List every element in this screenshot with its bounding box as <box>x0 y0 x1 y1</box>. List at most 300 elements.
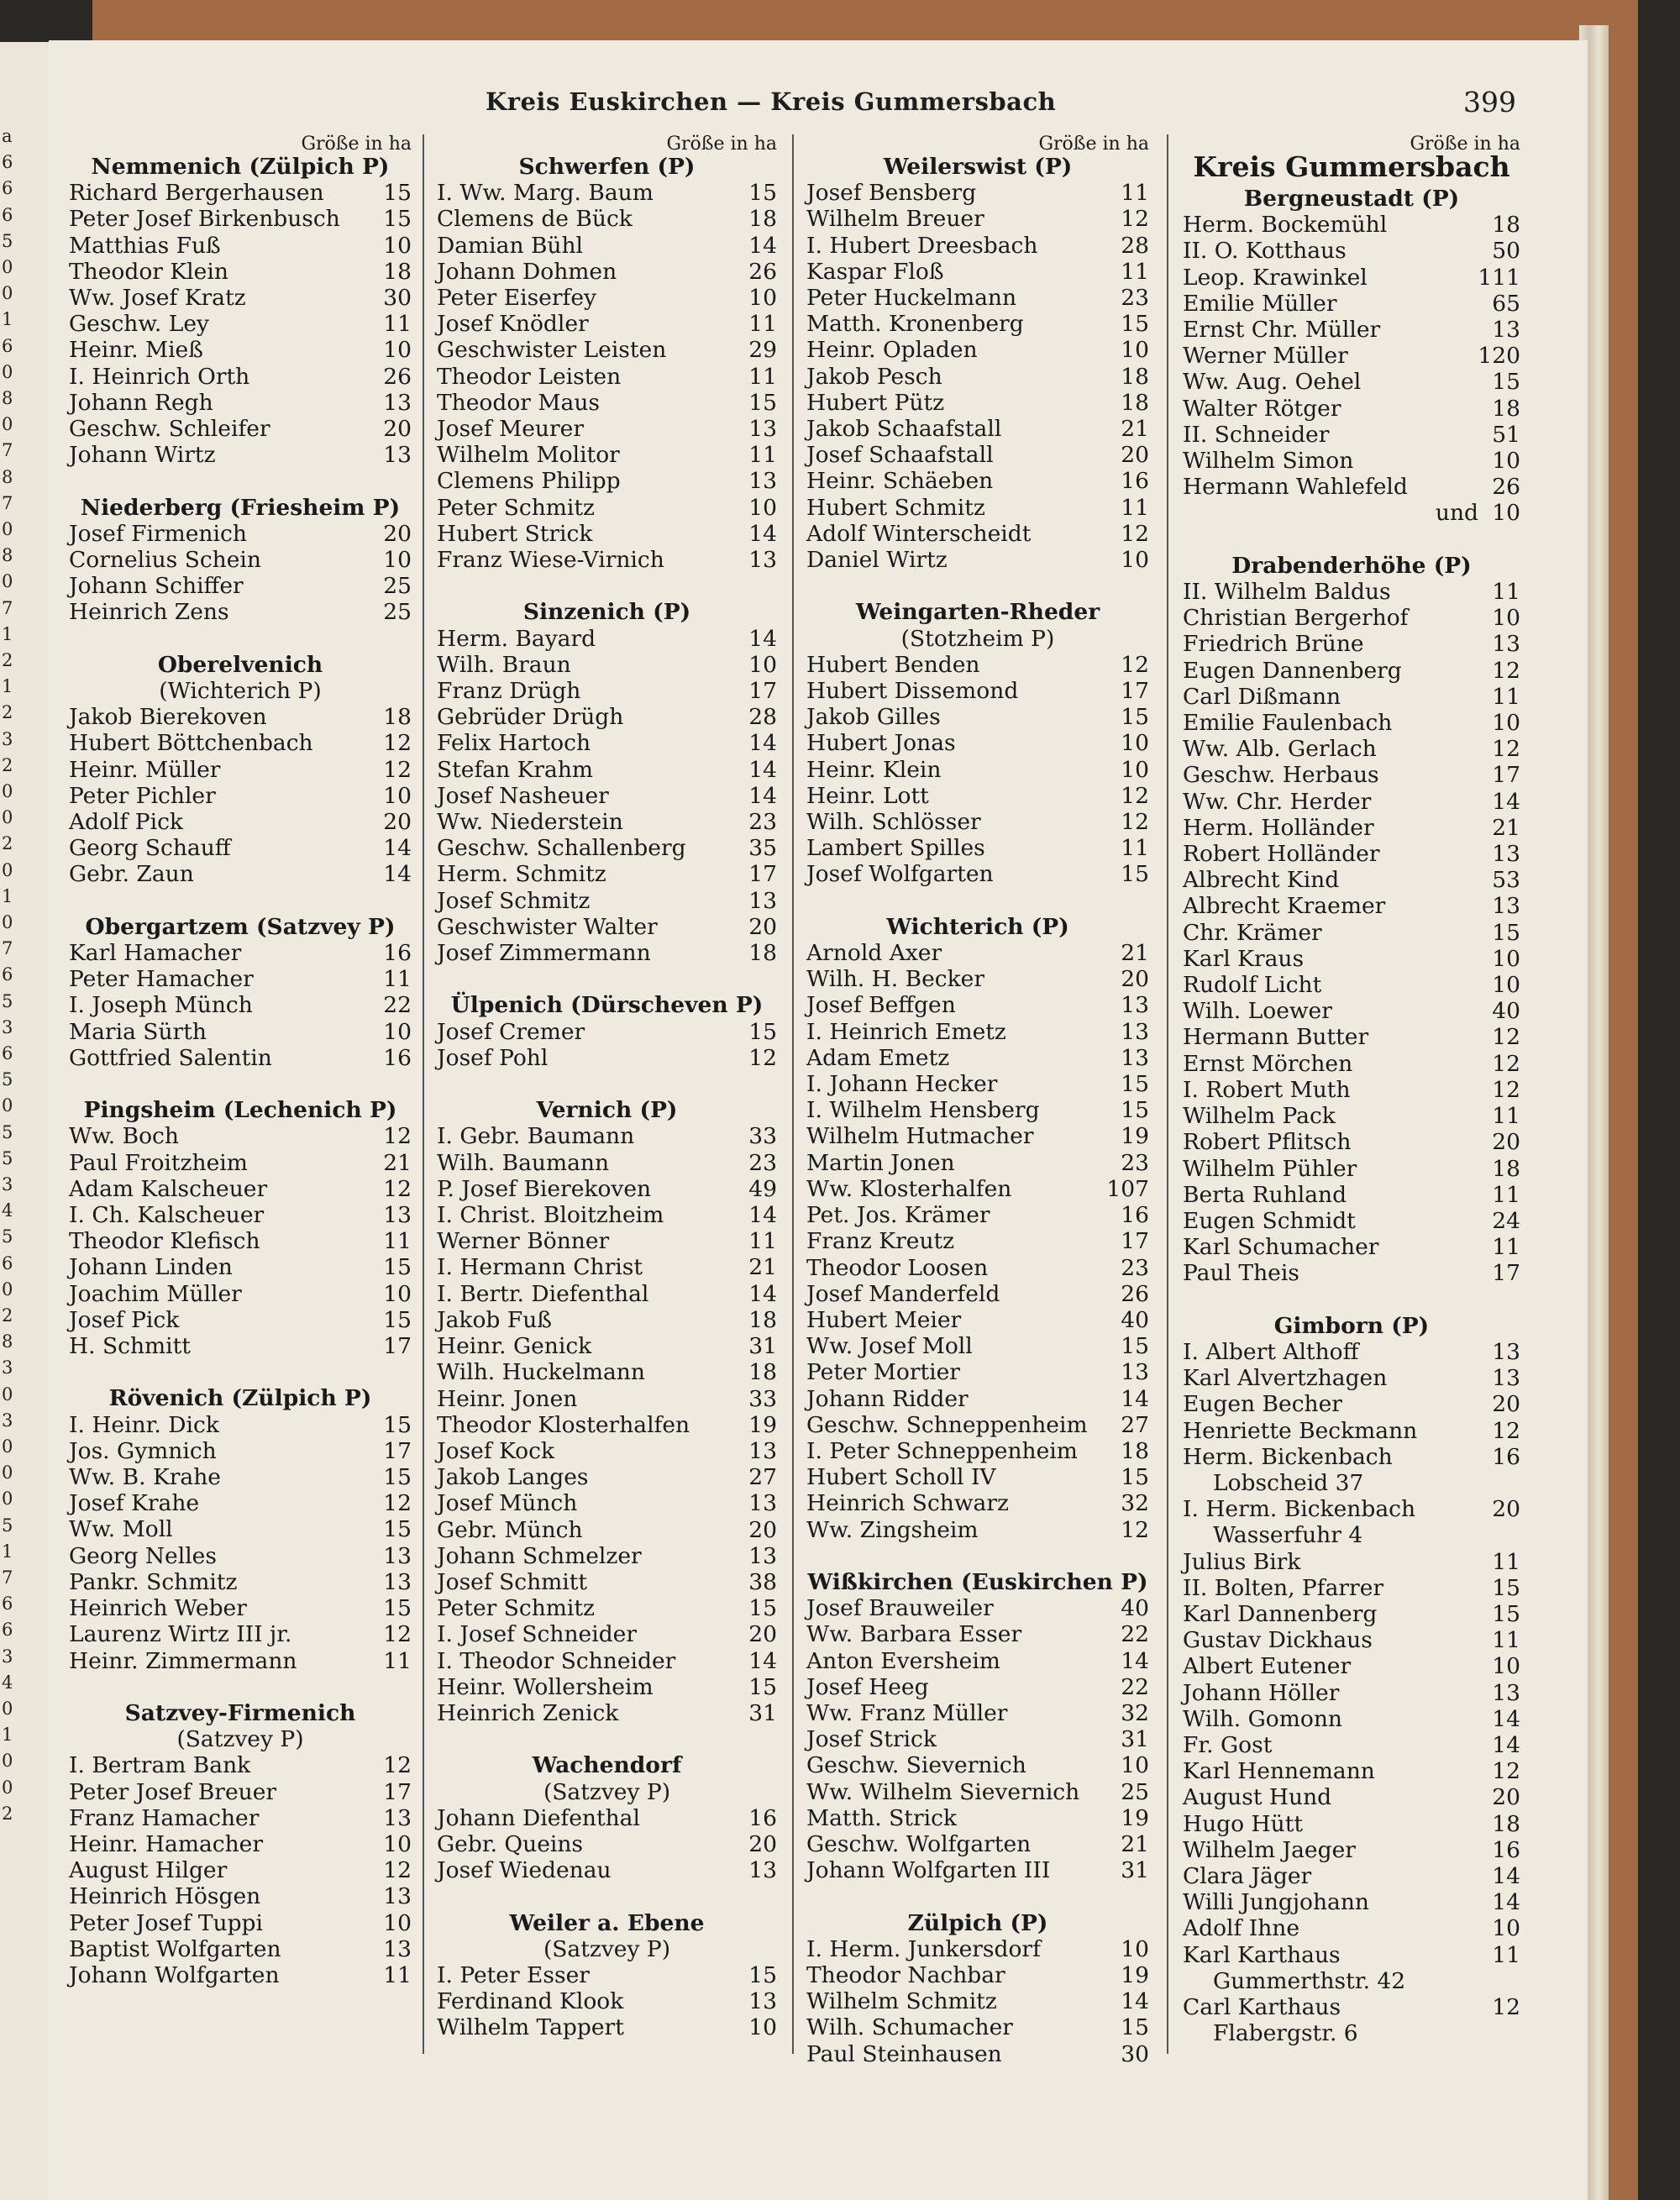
area-ha: 15 <box>748 1961 777 1988</box>
section-title: Pingsheim (Lechenich P) <box>83 1097 397 1124</box>
owner-name: Peter Josef Birkenbusch <box>69 206 340 233</box>
column-2 <box>437 128 777 2041</box>
owner-name: Geschwister Leisten <box>437 337 667 364</box>
owner-name: I. Ch. Kalscheuer <box>69 1202 265 1229</box>
area-ha: 27 <box>1121 1411 1149 1438</box>
entry-row <box>437 468 777 494</box>
area-ha: 16 <box>1121 1202 1149 1229</box>
area-ha: 14 <box>1492 1862 1520 1889</box>
margin-digit: 5 <box>2 1121 13 1142</box>
entry-row <box>806 1490 1149 1516</box>
owner-name: I. Hubert Dreesbach <box>806 232 1038 259</box>
entry-row <box>1183 1077 1520 1103</box>
area-ha: 13 <box>748 1490 777 1517</box>
owner-name: Josef Krahe <box>69 1490 200 1517</box>
entry-row <box>806 783 1149 809</box>
entry-row <box>806 259 1149 285</box>
owner-name: Matth. Strick <box>806 1804 957 1831</box>
area-ha: 12 <box>383 1857 412 1884</box>
owner-name: Johann Diefenthal <box>437 1804 640 1831</box>
owner-name: Ferdinand Klook <box>437 1988 624 2015</box>
entry-row <box>806 1857 1149 1883</box>
entry-row <box>806 1359 1149 1385</box>
margin-digit: 0 <box>2 781 13 801</box>
section-title: Zülpich (P) <box>907 1909 1048 1936</box>
margin-digit: 2 <box>2 754 13 775</box>
entry-row <box>806 992 1149 1018</box>
entry-row <box>1183 789 1520 815</box>
owner-name: Clemens de Bück <box>437 206 633 233</box>
owner-name: Johann Wolfgarten III <box>806 1857 1051 1884</box>
margin-digit: 0 <box>2 1751 13 1772</box>
area-ha: 13 <box>1492 893 1520 920</box>
margin-digit: 0 <box>2 519 13 539</box>
entry-row <box>806 1281 1149 1307</box>
owner-name: I. Heinr. Dick <box>69 1411 219 1438</box>
section-title: Obergartzem (Satzvey P) <box>85 913 396 940</box>
area-ha: 53 <box>1492 867 1520 894</box>
owner-name: Paul Froitzheim <box>69 1149 248 1176</box>
area-ha: 65 <box>1492 290 1520 317</box>
area-ha: 13 <box>383 442 412 469</box>
owner-name: Pankr. Schmitz <box>69 1568 238 1595</box>
owner-name: Friedrich Brüne <box>1183 631 1364 658</box>
entry-row <box>69 1333 412 1359</box>
owner-name: I. Heinrich Orth <box>69 363 250 390</box>
owner-name: Willi Jungjohann <box>1183 1889 1369 1916</box>
area-ha: 13 <box>1121 1359 1149 1386</box>
owner-name: Heinr. Jonen <box>437 1385 578 1412</box>
area-ha: 11 <box>1492 1103 1520 1130</box>
entry-row <box>1183 736 1520 762</box>
margin-digit: 6 <box>2 964 13 985</box>
area-ha: 23 <box>1121 1254 1149 1281</box>
entry-row <box>1183 1234 1520 1260</box>
entry-row <box>1183 1418 1520 1444</box>
owner-name: Georg Nelles <box>69 1542 217 1569</box>
entry-row <box>806 442 1149 468</box>
owner-name: Ww. Franz Müller <box>806 1699 1008 1726</box>
owner-name: Josef Manderfeld <box>806 1280 1000 1307</box>
area-ha: 51 <box>1492 421 1520 448</box>
area-ha: 12 <box>1492 657 1520 684</box>
entry-row <box>69 757 412 783</box>
owner-name: Theodor Maus <box>437 389 600 416</box>
owner-name: Johann Dohmen <box>437 258 617 285</box>
entry-row <box>69 1516 412 1542</box>
area-ha: 10 <box>1492 1653 1520 1680</box>
area-ha: 13 <box>748 1857 777 1884</box>
owner-name: Adolf Ihne <box>1183 1915 1300 1942</box>
owner-name: Jakob Bierekoven <box>69 704 267 731</box>
facing-page-edge <box>0 42 49 2200</box>
area-ha: 11 <box>748 363 777 390</box>
entry-row <box>437 442 777 468</box>
owner-name: Ww. Alb. Gerlach <box>1183 736 1377 763</box>
area-ha: 20 <box>1121 442 1149 469</box>
area-ha: 14 <box>748 1647 777 1674</box>
owner-name: II. Wilhelm Baldus <box>1183 579 1391 606</box>
owner-name: Wilhelm Pühler <box>1183 1155 1357 1182</box>
area-ha: 21 <box>1121 416 1149 443</box>
entry-row <box>69 1228 412 1254</box>
entry-row <box>437 1281 777 1307</box>
area-ha: 21 <box>748 1254 777 1281</box>
area-ha: 15 <box>1492 919 1520 946</box>
margin-digit: 0 <box>2 1436 13 1457</box>
entry-row <box>69 861 412 887</box>
area-ha: 10 <box>1121 730 1149 757</box>
owner-name: Kaspar Floß <box>806 258 944 285</box>
entry-row <box>437 180 777 206</box>
area-ha: 16 <box>383 1044 412 1071</box>
owner-name: Peter Mortier <box>806 1359 960 1386</box>
area-ha: 13 <box>1121 992 1149 1019</box>
entry-row <box>1183 815 1520 841</box>
entry-row <box>69 416 412 442</box>
area-ha: 17 <box>748 678 777 705</box>
owner-name: Rudolf Licht <box>1183 972 1322 999</box>
area-ha: 12 <box>1121 1516 1149 1543</box>
area-ha: 20 <box>748 913 777 940</box>
entry-row <box>437 1019 777 1045</box>
entry-row <box>437 206 777 232</box>
area-ha: 15 <box>1121 1071 1149 1098</box>
entry-row <box>1183 265 1520 291</box>
owner-name: Felix Hartoch <box>437 730 591 757</box>
area-ha: 15 <box>383 1595 412 1622</box>
entry-row <box>1183 1208 1520 1234</box>
column-3 <box>806 128 1149 2067</box>
margin-digit: 0 <box>2 1699 13 1719</box>
entry-row <box>437 1674 777 1700</box>
owner-name: Wilh. Gomonn <box>1183 1705 1342 1732</box>
entry-row <box>1183 920 1520 946</box>
owner-name: Eugen Schmidt <box>1183 1207 1356 1234</box>
area-ha: 15 <box>748 1595 777 1622</box>
entry-row <box>806 757 1149 783</box>
area-ha: 14 <box>748 520 777 547</box>
margin-digit: 6 <box>2 1594 13 1615</box>
margin-digit: 3 <box>2 1016 13 1037</box>
entry-row <box>1183 1706 1520 1732</box>
area-ha: 25 <box>383 573 412 600</box>
entry-row <box>69 285 412 311</box>
entry-row <box>437 914 777 940</box>
owner-name: Josef Schmitt <box>437 1568 588 1595</box>
entry-row <box>1183 998 1520 1024</box>
margin-digit: 7 <box>2 938 13 959</box>
owner-name: Johann Schiffer <box>69 573 244 600</box>
entry-row <box>1183 343 1520 369</box>
area-ha: 10 <box>383 1280 412 1307</box>
entry-row <box>69 390 412 416</box>
section-title: Weilerswist (P) <box>883 154 1073 180</box>
section-title: Weiler a. Ebene <box>509 1909 705 1936</box>
owner-name: Josef Bensberg <box>806 180 977 207</box>
area-ha: 13 <box>748 547 777 574</box>
area-ha: 12 <box>1492 1758 1520 1785</box>
margin-digit: 0 <box>2 912 13 932</box>
owner-name: Peter Huckelmann <box>806 285 1017 312</box>
area-ha: 10 <box>748 285 777 312</box>
owner-name: Karl Dannenberg <box>1183 1600 1378 1627</box>
margin-digit: 0 <box>2 1489 13 1510</box>
spacer <box>1183 527 1520 553</box>
owner-name: Adam Emetz <box>806 1044 950 1071</box>
entry-row <box>437 547 777 573</box>
margin-digit: 0 <box>2 859 13 880</box>
owner-name: Heinr. Genick <box>437 1333 592 1360</box>
entry-row <box>1183 1260 1520 1286</box>
area-ha: 10 <box>383 337 412 364</box>
entry-row <box>69 940 412 966</box>
margin-digit: 7 <box>2 440 13 461</box>
area-ha: 18 <box>748 1359 777 1386</box>
column-4 <box>1183 128 1520 2046</box>
owner-name: Clemens Philipp <box>437 468 621 495</box>
area-ha: 11 <box>383 1647 412 1674</box>
area-ha: 15 <box>383 1411 412 1438</box>
area-ha: 20 <box>383 416 412 443</box>
entry-row <box>806 1176 1149 1202</box>
entry-row <box>806 1936 1149 1962</box>
area-ha <box>1487 1522 1520 1548</box>
entry-row <box>437 233 777 259</box>
owner-name: Wasserfuhr 4 <box>1213 1522 1363 1549</box>
entry-row <box>437 835 777 861</box>
area-ha: 33 <box>748 1123 777 1150</box>
owner-name: Hubert Böttchenbach <box>69 730 313 757</box>
area-ha: 20 <box>1492 1496 1520 1523</box>
area-ha: 15 <box>383 1516 412 1543</box>
area-ha: 29 <box>748 337 777 364</box>
section-title: Ülpenich (Dürscheven P) <box>450 992 764 1019</box>
area-ha: 12 <box>383 1621 412 1648</box>
margin-digit: 0 <box>2 807 13 828</box>
area-ha: 20 <box>748 1830 777 1857</box>
entry-row <box>69 1910 412 1936</box>
entry-row <box>1183 1653 1520 1679</box>
owner-name: Hubert Dissemond <box>806 678 1019 705</box>
area-ha: 12 <box>383 1123 412 1150</box>
area-ha: 21 <box>1492 814 1520 841</box>
column-rule <box>792 134 794 2054</box>
entry-row <box>806 2041 1149 2067</box>
owner-name: Leop. Krawinkel <box>1183 264 1368 291</box>
entry-row <box>437 652 777 678</box>
owner-name: I. Gebr. Baumann <box>437 1123 635 1150</box>
area-ha: 14 <box>1492 788 1520 815</box>
entry-row <box>1183 1915 1520 1941</box>
owner-name: Wilh. Huckelmann <box>437 1359 645 1386</box>
area-ha: 13 <box>1492 1679 1520 1706</box>
spacer <box>437 1883 777 1909</box>
area-ha: 13 <box>383 389 412 416</box>
owner-name: Hubert Schmitz <box>806 494 985 521</box>
area-ha: 15 <box>383 1306 412 1333</box>
entry-row <box>69 966 412 992</box>
area-ha: 11 <box>1492 1627 1520 1654</box>
owner-name: Maria Sürth <box>69 1018 207 1045</box>
area-ha: 19 <box>1121 1804 1149 1831</box>
area-ha: 12 <box>1492 1417 1520 1444</box>
margin-digit: 7 <box>2 492 13 513</box>
owner-name: Baptist Wolfgarten <box>69 1935 281 1962</box>
spacer <box>437 1726 777 1752</box>
owner-name: Gebr. Queins <box>437 1830 584 1857</box>
owner-name: Johann Ridder <box>806 1385 969 1412</box>
area-ha: 16 <box>1492 1443 1520 1470</box>
page-number: 399 <box>1463 86 1516 118</box>
area-ha: 12 <box>383 1175 412 1202</box>
area-ha <box>1487 2020 1520 2046</box>
section-subtitle: (Satzvey P) <box>543 1778 671 1805</box>
entry-row <box>69 1883 412 1909</box>
area-ha: 14 <box>383 835 412 862</box>
entry-row <box>69 1281 412 1307</box>
owner-name: Josef Meurer <box>437 416 584 443</box>
entry-row <box>69 573 412 599</box>
owner-name: Jos. Gymnich <box>69 1437 217 1464</box>
entry-row <box>437 1805 777 1831</box>
entry-row <box>806 1621 1149 1647</box>
area-ha: 18 <box>748 940 777 967</box>
owner-name: Josef Zimmermann <box>437 940 651 967</box>
area-ha: 16 <box>748 1804 777 1831</box>
margin-digit: 0 <box>2 1462 13 1483</box>
owner-name: Ww. Boch <box>69 1123 179 1150</box>
entry-row <box>437 495 777 521</box>
entry-row <box>437 1254 777 1280</box>
owner-name: Josef Kock <box>437 1437 555 1464</box>
entry-row <box>69 1254 412 1280</box>
owner-name: Geschw. Schallenberg <box>437 835 686 862</box>
area-ha: 15 <box>1492 1600 1520 1627</box>
margin-digit: 0 <box>2 414 13 435</box>
area-ha: 13 <box>1492 631 1520 658</box>
area-ha: 13 <box>383 1935 412 1962</box>
owner-name: Ww. Aug. Oehel <box>1183 369 1362 396</box>
section-title: Drabenderhöhe (P) <box>1231 552 1472 579</box>
area-ha: 28 <box>748 704 777 731</box>
area-ha: 31 <box>748 1699 777 1726</box>
entry-row <box>806 678 1149 704</box>
owner-name: Herm. Bayard <box>437 625 596 652</box>
entry-row <box>69 835 412 861</box>
owner-name: Franz Kreutz <box>806 1228 955 1255</box>
entry-row <box>437 1962 777 1988</box>
entry-row <box>437 416 777 442</box>
entry-row <box>806 180 1149 206</box>
entry-row <box>806 1097 1149 1123</box>
margin-digit: 6 <box>2 178 13 199</box>
district-title: Kreis Gummersbach <box>1193 150 1510 183</box>
entry-row <box>1183 684 1520 710</box>
area-ha: 10 <box>383 1909 412 1936</box>
area-ha: 30 <box>383 285 412 312</box>
column-rule <box>1167 134 1168 2054</box>
entry-row <box>1183 1784 1520 1810</box>
area-ha: 13 <box>748 468 777 495</box>
owner-name: Jakob Schaafstall <box>806 416 1002 443</box>
owner-name: I. Ww. Marg. Baum <box>437 180 654 207</box>
area-ha: 17 <box>1121 1228 1149 1255</box>
entry-row <box>806 1386 1149 1412</box>
area-ha: 13 <box>1492 317 1520 344</box>
owner-name: Henriette Beckmann <box>1183 1417 1418 1444</box>
owner-name: Anton Eversheim <box>806 1647 1000 1674</box>
entry-row <box>69 1805 412 1831</box>
owner-name: Josef Schaafstall <box>806 442 994 469</box>
area-ha: 10 <box>383 232 412 259</box>
owner-name: Heinr. Zimmermann <box>69 1647 297 1674</box>
area-ha: 11 <box>1492 1548 1520 1575</box>
entry-row <box>1183 1470 1520 1496</box>
owner-name: Hermann Butter <box>1183 1024 1369 1051</box>
owner-name: Josef Nasheuer <box>437 782 609 809</box>
entry-row <box>437 1464 777 1490</box>
margin-digit: 1 <box>2 676 13 697</box>
owner-name: Walter Rötger <box>1183 395 1341 422</box>
owner-name: Herm. Holländer <box>1183 814 1374 841</box>
entry-row <box>69 1648 412 1674</box>
owner-name: Heinrich Hösgen <box>69 1883 261 1910</box>
entry-row <box>69 547 412 573</box>
area-ha: 26 <box>748 258 777 285</box>
area-ha: 11 <box>1121 494 1149 521</box>
area-ha: 10 <box>383 782 412 809</box>
owner-name: Emilie Müller <box>1183 290 1337 317</box>
margin-digit: 3 <box>2 1410 13 1431</box>
area-ha: 20 <box>1492 1129 1520 1156</box>
entry-row <box>69 1595 412 1621</box>
section-title: Gimborn (P) <box>1273 1312 1430 1339</box>
entry-row <box>69 311 412 337</box>
owner-name: Werner Müller <box>1183 343 1348 370</box>
owner-name: Johann Schmelzer <box>437 1542 642 1569</box>
area-ha: 10 <box>383 1018 412 1045</box>
size-column-header: Größe in ha <box>1410 134 1520 155</box>
owner-name: Wilhelm Simon <box>1183 448 1354 475</box>
area-ha: 15 <box>1492 1574 1520 1601</box>
entry-row <box>806 495 1149 521</box>
owner-name: Wilhelm Breuer <box>806 206 984 233</box>
section-subtitle: (Stotzheim P) <box>900 625 1055 652</box>
section-title: Sinzenich (P) <box>522 599 691 626</box>
owner-name: Ww. Wilhelm Sievernich <box>806 1778 1080 1805</box>
owner-name: P. Josef Bierekoven <box>437 1175 652 1202</box>
entry-row <box>1183 1391 1520 1417</box>
owner-name: Herm. Bickenbach <box>1183 1443 1393 1470</box>
owner-name: Robert Pflitsch <box>1183 1129 1352 1156</box>
entry-row <box>806 1595 1149 1621</box>
margin-digit: 2 <box>2 1803 13 1824</box>
owner-name: I. Robert Muth <box>1183 1076 1351 1103</box>
area-ha: 33 <box>748 1385 777 1412</box>
area-ha: 120 <box>1478 343 1520 370</box>
owner-name: Heinr. Opladen <box>806 337 978 364</box>
entry-row <box>1183 1051 1520 1077</box>
spacer <box>806 1543 1149 1569</box>
owner-name: I. Joseph Münch <box>69 992 253 1019</box>
area-ha: 10 <box>1121 1935 1149 1962</box>
owner-name: Gebr. Münch <box>437 1516 583 1543</box>
owner-name: Flabergstr. 6 <box>1213 2020 1358 2047</box>
owner-name: Karl Schumacher <box>1183 1234 1379 1261</box>
area-ha: 31 <box>1121 1726 1149 1753</box>
area-ha: 15 <box>383 206 412 233</box>
